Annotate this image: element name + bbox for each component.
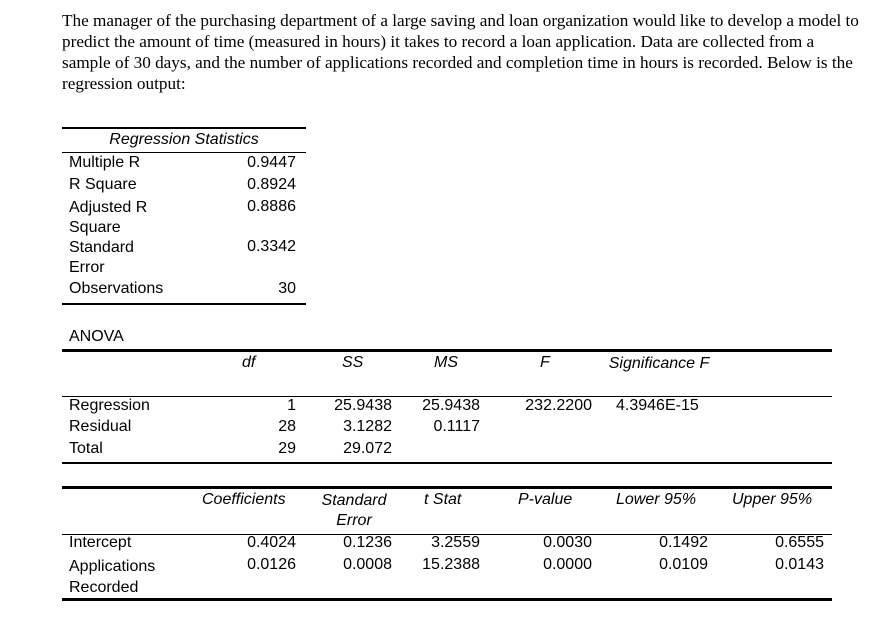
coef-cell-upper-95: 0.0143 [775,556,824,573]
anova-header-ss: SS [342,354,364,371]
anova-cell-ms: 0.1117 [433,418,480,435]
coef-cell-t-stat: 3.2559 [431,534,480,551]
coef-cell-t-stat: 15.2388 [422,556,480,573]
coef-row-label: Intercept [69,534,132,551]
regstats-label: Observations [69,280,164,297]
regstats-value: 30 [278,280,296,297]
anova-header-f: F [540,354,550,371]
anova-header-df: df [242,354,256,371]
regstats-value: 0.8886 [247,198,296,215]
anova-cell-ss: 3.1282 [343,418,392,435]
problem-statement: The manager of the purchasing department of a large saving and loan organization would like to develop a model to predict the amount of time (measured in hours) it takes to record a loan application. Data are collected from a sample of 30 days, and the number of applications recorded and completion time in hours is recorded. Below is the regression output: [62,11,859,93]
coef-header-lower-95: Lower 95% [616,491,697,508]
anova-row-label: Regression [69,397,150,414]
anova-cell-df: 28 [278,418,296,435]
anova-cell-f: 232.2200 [525,397,592,414]
regstats-top-rule [62,127,306,129]
anova-header-significance: Significance F [608,355,710,372]
coef-cell-standard-error: 0.1236 [343,534,392,551]
coef-cell-upper-95: 0.6555 [775,534,824,551]
anova-cell-ms: 25.9438 [422,397,480,414]
anova-header-ms: MS [434,354,458,371]
anova-cell-df: 1 [287,397,296,414]
coef-cell-lower-95: 0.0109 [659,556,708,573]
regstats-value: 0.9447 [247,154,296,171]
regstats-bottom-rule [62,303,306,305]
regstats-value: 0.3342 [247,238,296,255]
coef-header-upper-95: Upper 95% [732,491,813,508]
anova-title: ANOVA [69,328,124,345]
regstats-label: Adjusted R Square [69,199,148,236]
anova-top-rule [62,349,832,352]
coef-cell-coefficient: 0.0126 [247,556,296,573]
coef-bottom-rule [62,598,832,601]
anova-cell-df: 29 [278,440,296,457]
anova-cell-ss: 25.9438 [334,397,392,414]
regstats-header-rule [62,152,306,153]
coef-top-rule [62,486,832,489]
coef-header-standard-error: Standard Error [321,492,387,529]
coef-cell-lower-95: 0.1492 [659,534,708,551]
coef-header-p-value: P-value [518,491,573,508]
regstats-value: 0.8924 [247,176,296,193]
coef-cell-coefficient: 0.4024 [247,534,296,551]
coef-row-label: Applications Recorded [69,558,156,596]
coef-header-t-stat: t Stat [424,491,462,508]
coef-cell-p-value: 0.0030 [543,534,592,551]
regstats-label: Standard Error [69,239,134,276]
regstats-label: Multiple R [69,154,141,171]
coef-cell-standard-error: 0.0008 [343,556,392,573]
anova-cell-significance: 4.3946E-15 [616,397,699,414]
regstats-title: Regression Statistics [109,131,259,148]
coef-cell-p-value: 0.0000 [543,556,592,573]
anova-row-label: Residual [69,418,132,435]
anova-row-label: Total [69,440,103,457]
anova-cell-ss: 29.072 [343,440,392,457]
anova-bottom-rule [62,462,832,464]
regstats-label: R Square [69,176,137,193]
coef-header-coefficients: Coefficients [202,491,286,508]
